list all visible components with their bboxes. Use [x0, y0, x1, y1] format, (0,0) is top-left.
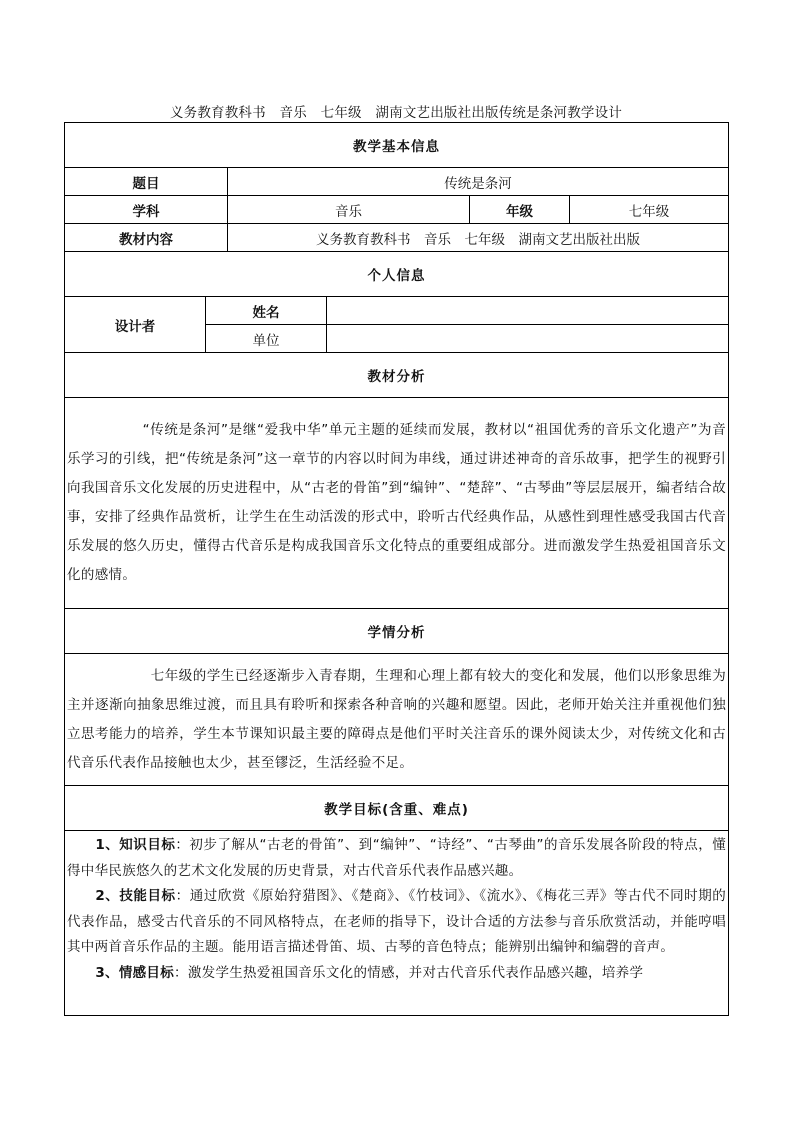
material-analysis-cell	[65, 398, 729, 609]
document-header: 义务教育教科书 音乐 七年级 湖南文艺出版社出版传统是条河教学设计	[169, 105, 623, 121]
section-title-student-analysis: 学情分析	[65, 609, 729, 654]
unit-label: 单位	[206, 325, 327, 353]
objective-item	[67, 833, 726, 884]
objectives-list	[65, 831, 728, 986]
section-title-basic-info: 教学基本信息	[65, 123, 729, 168]
objective-text: ：初步了解从“古老的骨笛”、到“编钟”、“诗经”、“古琴曲”的音乐发展各阶段的特点，懂得中华民族悠久的艺术文化发展的历史背景，对古代音乐代表作品感兴趣。	[67, 837, 727, 879]
section-title-personal-info: 个人信息	[65, 252, 729, 297]
objective-heading: 2、技能目标	[95, 888, 176, 904]
subject-label: 学科	[65, 196, 228, 224]
topic-label: 题目	[65, 168, 228, 196]
unit-value	[327, 325, 729, 353]
subject-value: 音乐	[228, 196, 470, 224]
objective-text: ：通过欣赏《原始狩猎图》、《楚商》、《竹枝词》、《流水》、《梅花三弄》等古代不同时期的代表作品，感受古代音乐的不同风格特点，在老师的指导下，设计合适的方法参与音乐欣赏活动，并能哼唱其中两首音乐作品的主题。能用语言描述骨笛、埙、古琴的音色特点；能辨别出编钟和编磬的音声。	[67, 888, 727, 955]
designer-label: 设计者	[65, 297, 206, 353]
objective-item	[67, 884, 726, 961]
textbook-label: 教材内容	[65, 224, 228, 252]
student-analysis-cell	[65, 654, 729, 786]
material-analysis-text: “传统是条河”是继“爱我中华”单元主题的延续而发展，教材以“祖国优秀的音乐文化遗产”为音乐学习的引线，把“传统是条河”这一章节的内容以时间为串线，通过讲述神奇的音乐故事，把学生的视野引向我国音乐文化发展的历史进程中，从“古老的骨笛”到“编钟”、“楚辞”、“古琴曲”等层层展开，编者结合故事，安排了经典作品赏析，让学生在生动活泼的形式中，聆听古代经典作品，从感性到理性感受我国古代音乐发展的悠久历史，懂得古代音乐是构成我国音乐文化特点的重要组成部分。进而激发学生热爱祖国音乐文化的感情。	[67, 422, 727, 583]
student-analysis-text: 七年级的学生已经逐渐步入青春期，生理和心理上都有较大的变化和发展，他们以形象思维为主并逐渐向抽象思维过渡，而且具有聆听和探索各种音响的兴趣和愿望。因此，老师开始关注并重视他们独立思考能力的培养，学生本节课知识最主要的障碍点是他们平时关注音乐的课外阅读太少，对传统文化和古代音乐代表作品接触也太少，甚至镠泛，生活经验不足。	[67, 667, 727, 771]
section-title-material-analysis: 教材分析	[65, 353, 729, 398]
textbook-value: 义务教育教科书 音乐 七年级 湖南文艺出版社出版	[228, 224, 729, 252]
objective-heading: 1、知识目标	[95, 837, 176, 853]
topic-value: 传统是条河	[228, 168, 729, 196]
name-label: 姓名	[206, 297, 327, 325]
objective-text: ：激发学生热爱祖国音乐文化的情感，并对古代音乐代表作品感兴趣，培养学	[174, 964, 644, 981]
grade-label: 年级	[470, 196, 570, 224]
name-value	[327, 297, 729, 325]
objectives-cell	[65, 831, 729, 1016]
section-title-objectives: 教学目标(含重、难点)	[65, 786, 729, 831]
objective-heading: 3、情感目标	[95, 964, 175, 981]
lesson-plan-table	[64, 122, 729, 1016]
grade-value: 七年级	[570, 196, 729, 224]
objective-item	[67, 961, 726, 987]
